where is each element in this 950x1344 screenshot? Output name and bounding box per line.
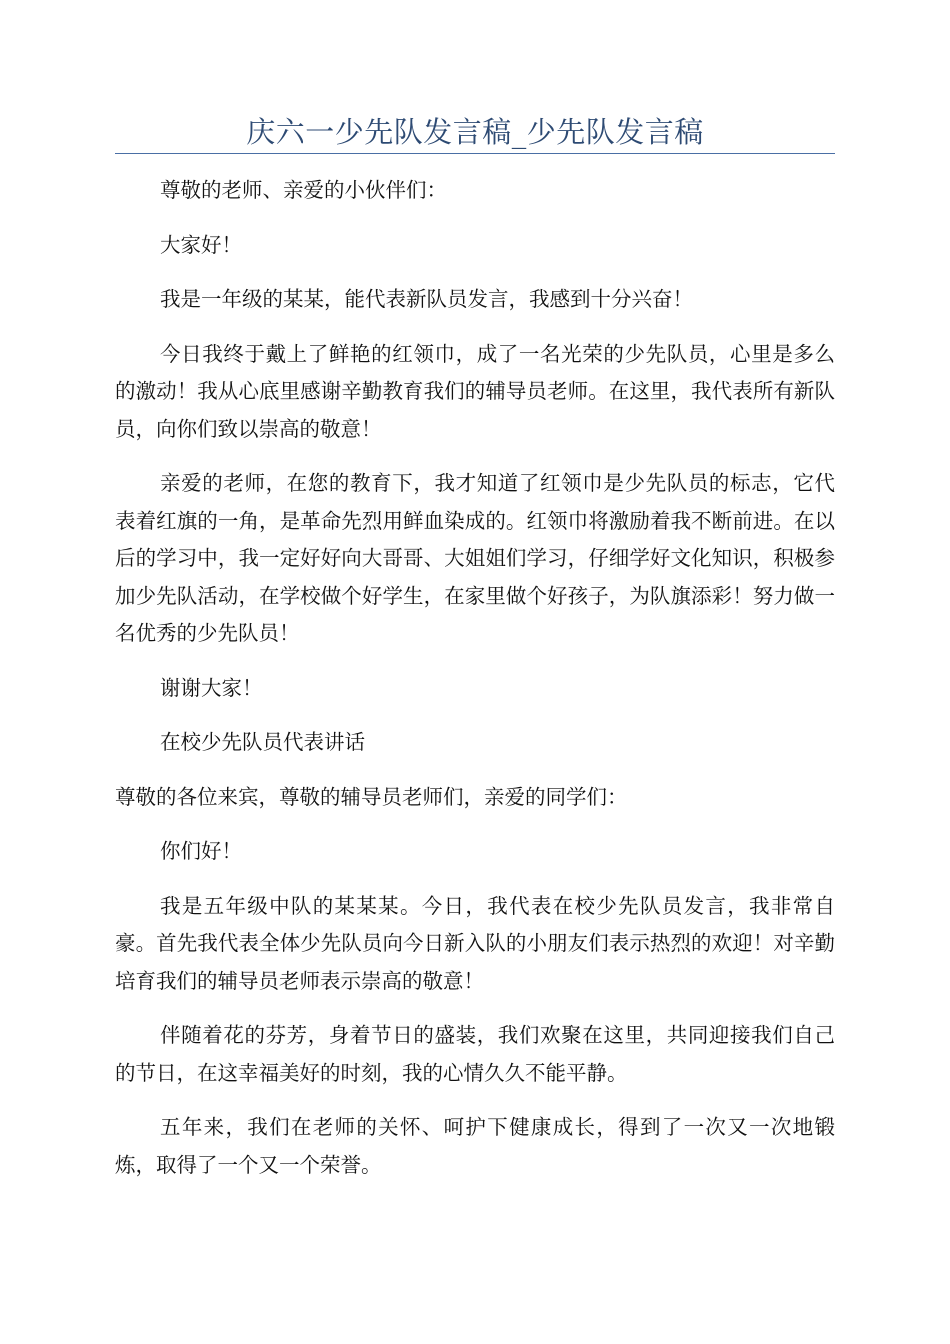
paragraph: 我是一年级的某某，能代表新队员发言，我感到十分兴奋！: [160, 287, 693, 311]
paragraph: 五年来，我们在老师的关怀、呵护下健康成长，得到了一次又一次地锻炼，取得了一个又一个荣誉。: [115, 1115, 835, 1177]
paragraph: 谢谢大家！: [160, 675, 263, 700]
title-underline: [115, 153, 835, 154]
paragraph: 尊敬的各位来宾，尊敬的辅导员老师们，亲爱的同学们：: [115, 784, 628, 809]
document-title: 庆六一少先队发言稿_少先队发言稿: [246, 115, 704, 149]
section-heading: 在校少先队员代表讲话: [160, 730, 365, 754]
paragraph: 亲爱的老师，在您的教育下，我才知道了红领巾是少先队员的标志，它代表着红旗的一角，是革命先烈用鲜血染成的。红领巾将激励着我不断前进。在以后的学习中，我一定好好向大哥哥、大姐姐们学习，仔细学好文化知识，积极参加少先队活动，在学校做个好学生，在家里做个好孩子，为队旗添彩！努力做一名优秀的少先队员！: [115, 471, 835, 645]
paragraph: 今日我终于戴上了鲜艳的红领巾，成了一名光荣的少先队员，心里是多么的激动！我从心底里感谢辛勤教育我们的辅导员老师。在这里，我代表所有新队员，向你们致以崇高的敬意！: [115, 341, 835, 441]
paragraph: 我是五年级中队的某某某。今日，我代表在校少先队员发言，我非常自豪。首先我代表全体少先队员向今日新入队的小朋友们表示热烈的欢迎！对辛勤培育我们的辅导员老师表示崇高的敬意！: [115, 893, 835, 993]
paragraph: 大家好！: [160, 232, 242, 257]
paragraph: 尊敬的老师、亲爱的小伙伴们：: [160, 178, 447, 202]
document-body: [115, 172, 835, 1201]
paragraph: 你们好！: [160, 839, 242, 863]
paragraph: 伴随着花的芬芳，身着节日的盛装，我们欢聚在这里，共同迎接我们自己的节日，在这幸福美好的时刻，我的心情久久不能平静。: [115, 1023, 835, 1085]
